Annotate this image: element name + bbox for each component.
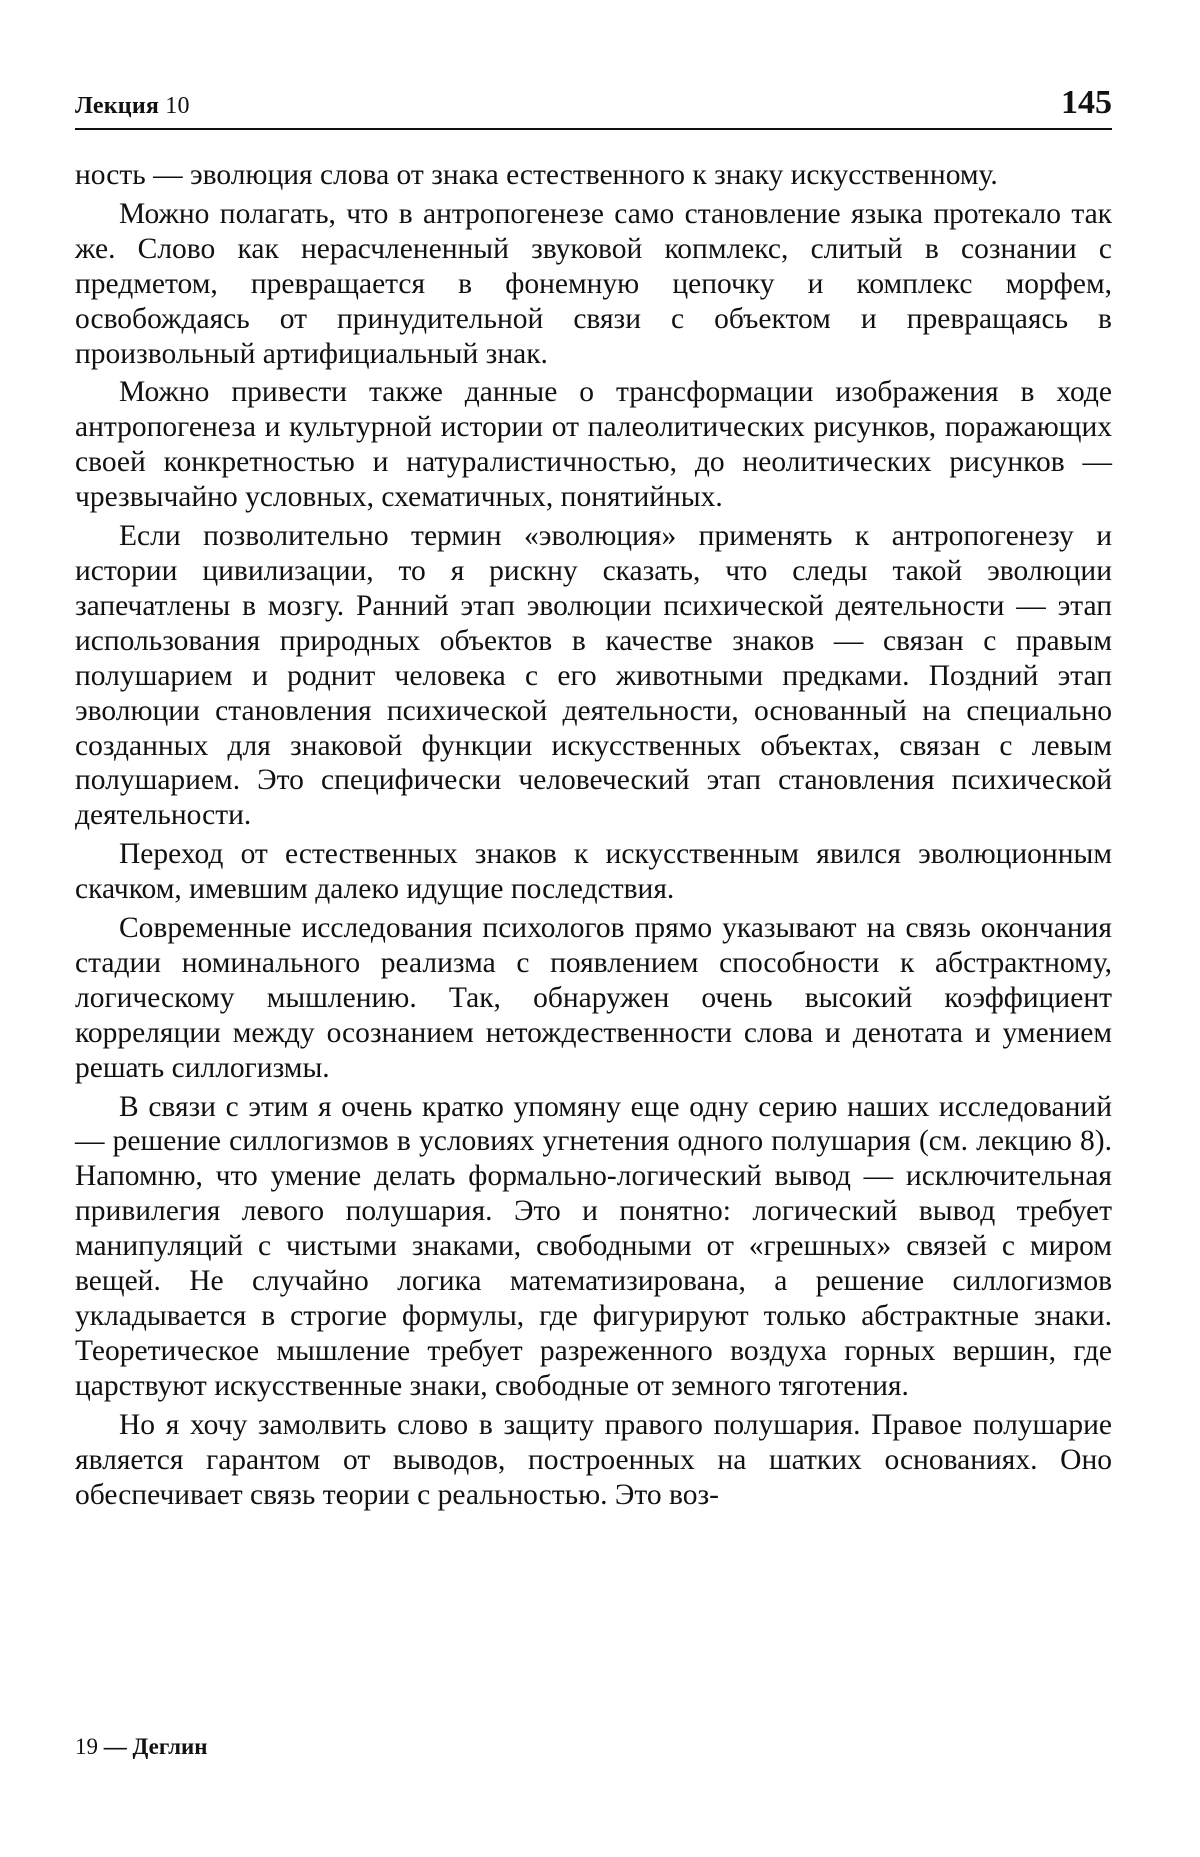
signature-name: Деглин <box>132 1734 208 1759</box>
lecture-word: Лекция <box>75 93 160 119</box>
running-head <box>75 86 1112 130</box>
paragraph-5: Переход от естественных знаков к искусственным явился эволюционным скачком, имевшим далеко идущие последствия. <box>75 838 1112 906</box>
paragraph-7: В связи с этим я очень кратко упомяну еще одну серию наших исследований — решение силлогизмов в условиях угнетения одного полушария (см. лекцию 8). Напомню, что умение делать формально-логический вывод — исключительная привилегия левого полушария. Это и понятно: логический вывод требует манипуляций с чистыми знаками, свободными от «грешных» связей с миром вещей. Не случайно логика математизирована, а решение силлогизмов укладывается в строгие формулы, где фигурируют только абстрактные знаки. Теоретическое мышление требует разреженного воздуха горных вершин, где царствуют искусственные знаки, свободные от земного тяготения. <box>75 1090 1112 1402</box>
signature-separator: — <box>103 1734 127 1759</box>
paragraph-4: Если позволительно термин «эволюция» применять к антропогенезу и истории цивилизации, то я рискну сказать, что следы такой эволюции запечатлены в мозгу. Ранний этап эволюции психической деятельности — этап использования природных объектов в качестве знаков — связан с правым полушарием и роднит человека с его животными предками. Поздний этап эволюции становления психической деятельности, основанный на специально созданных для знаковой функции искусственных объектах, связан с левым полушарием. Это специфически человеческий этап становления психической деятельности. <box>75 520 1112 832</box>
paragraph-1: ность — эволюция слова от знака естественного к знаку искусственному. <box>75 159 998 191</box>
paragraph-2: Можно полагать, что в антропогенезе само становление языка протекало так же. Слово как нерасчлененный звуковой копмлекс, слитый в сознании с предметом, превращается в фонемную цепочку и комплекс морфем, освобождаясь от принудительной связи с объектом и превращаясь в произвольный артифициальный знак. <box>75 197 1112 370</box>
lecture-label <box>75 93 190 120</box>
paragraph-6: Современные исследования психологов прямо указывают на связь окончания стадии номинального реализма с появлением способности к абстрактному, логическому мышлению. Так, обнаружен очень высокий коэффициент корреляции между осознанием нетождественности слова и денотата и умением решать силлогизмы. <box>75 912 1112 1084</box>
printer-signature <box>75 1734 208 1760</box>
header-rule <box>75 128 1112 130</box>
signature-number: 19 <box>75 1734 98 1759</box>
paragraph-3: Можно привести также данные о трансформации изображения в ходе антропогенеза и культурной истории от палеолитических рисунков, поражающих своей конкретностью и натуралистичностью, до неолитических рисунков — чрезвычайно условных, схематичных, понятийных. <box>75 376 1112 514</box>
page-number: 145 <box>1061 84 1112 121</box>
body-text <box>75 158 1112 1516</box>
paragraph-8: Но я хочу замолвить слово в защиту правого полушария. Правое полушарие является гарантом от выводов, построенных на шатких основаниях. Оно обеспечивает связь теории с реальностью. Это воз- <box>75 1408 1112 1511</box>
lecture-number: 10 <box>165 93 190 119</box>
